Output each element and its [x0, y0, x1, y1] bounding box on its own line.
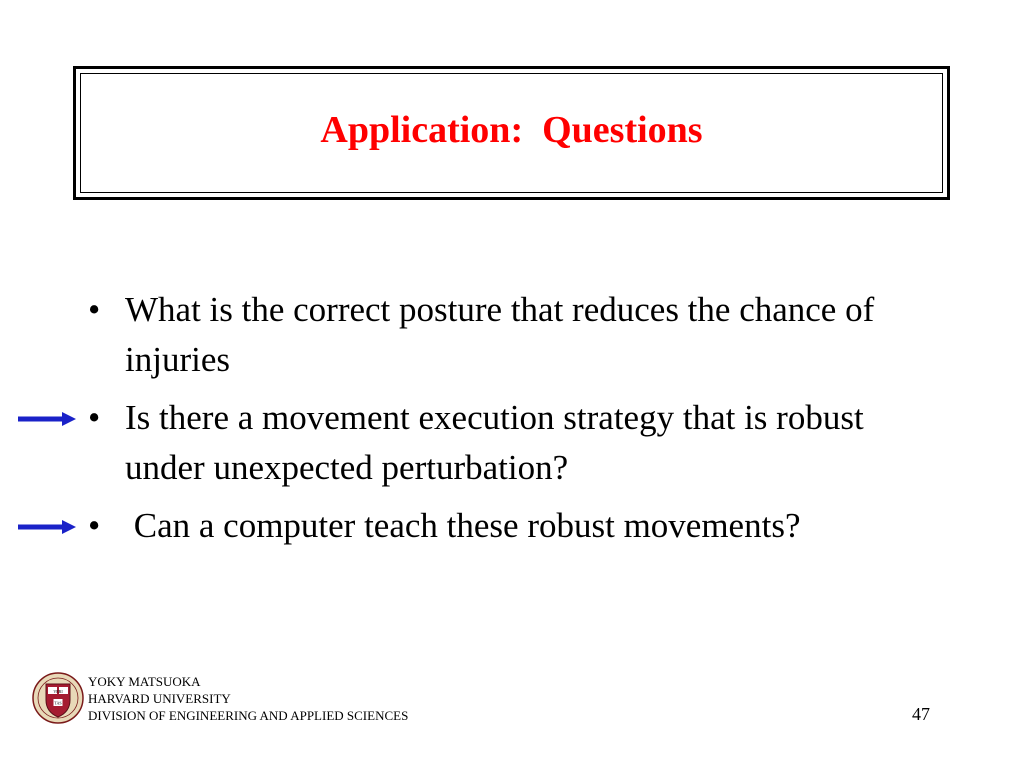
footer-credits [88, 673, 408, 724]
harvard-shield-icon [32, 672, 84, 724]
footer-university: HARVARD UNIVERSITY [88, 691, 231, 706]
bullet-text: Can a computer teach these robust movements? [125, 506, 801, 545]
page-number: 47 [912, 704, 930, 724]
logo-text-top: VERI [53, 689, 63, 694]
bullet-text: What is the correct posture that reduces the chance of injuries [125, 290, 883, 379]
title-frame [73, 66, 950, 200]
slide-title: Application: Questions [320, 109, 703, 151]
footer-division: DIVISION OF ENGINEERING AND APPLIED SCIENCES [88, 708, 409, 723]
bullet-item [88, 393, 948, 493]
bullet-list [88, 285, 948, 559]
bullet-text: Is there a movement execution strategy that is robust under unexpected perturbation? [125, 398, 873, 487]
bullet-marker: • [88, 506, 101, 545]
arrow-right-icon [18, 517, 78, 537]
logo-text-middle: TAS [54, 700, 62, 706]
bullet-marker: • [88, 290, 101, 329]
arrow-right-icon [18, 409, 78, 429]
bullet-marker: • [88, 398, 101, 437]
bullet-item [88, 501, 948, 551]
title-frame-inner [80, 73, 943, 193]
footer-author: YOKY MATSUOKA [88, 674, 201, 689]
bullet-item [88, 285, 948, 385]
